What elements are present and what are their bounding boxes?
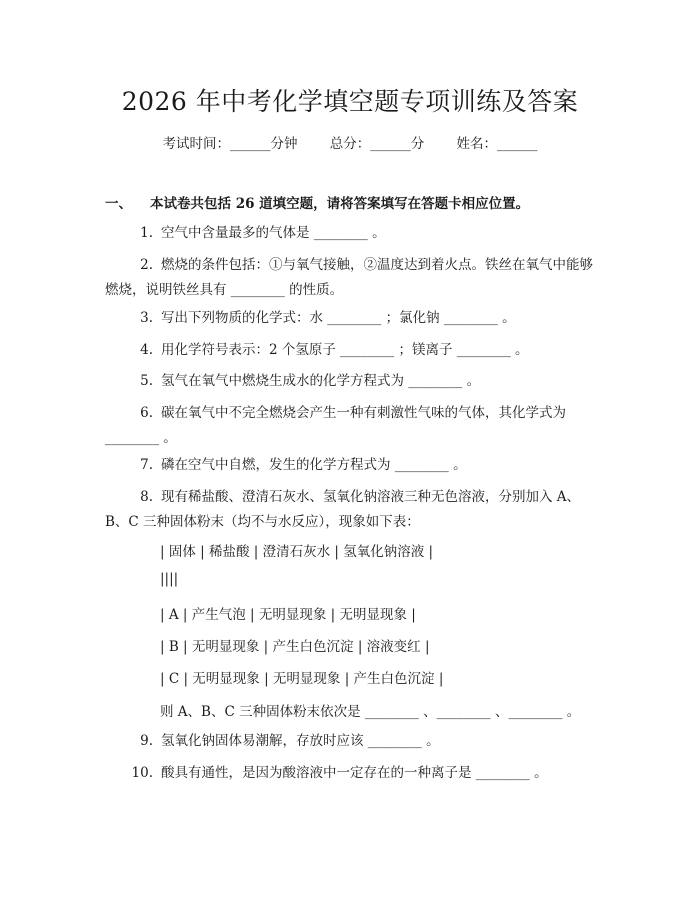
question-number: 9. (140, 733, 153, 749)
question-text: 写出下列物质的化学式：水 ________ ；氯化钠 ________ 。 (161, 310, 516, 326)
question-text-continued: 燃烧，说明铁丝具有 ________ 的性质。 (105, 282, 344, 298)
question-number: 1. (140, 225, 153, 241)
total-score: 总分：______分 (329, 136, 425, 152)
question-9 (105, 729, 595, 754)
question-7 (105, 453, 595, 478)
student-name: 姓名：______ (456, 136, 538, 152)
question-text: 燃烧的条件包括：①与氧气接触，②温度达到着火点。铁丝在氧气中能够 (161, 257, 593, 273)
q8-answer-line: 则 A、B、C 三种固体粉末依次是 ________ 、________ 、________ 。 (160, 704, 581, 720)
question-number: 10. (131, 765, 153, 781)
question-1 (105, 221, 595, 246)
question-text-continued: B、C 三种固体粉末（均不与水反应），现象如下表： (105, 514, 420, 530)
question-text: 氢气在氧气中燃烧生成水的化学方程式为 ________ 。 (161, 373, 481, 389)
question-2 (105, 253, 595, 303)
question-number: 6. (140, 405, 153, 421)
section-number: 一、 (105, 196, 132, 212)
question-number: 3. (140, 310, 153, 326)
question-8 (105, 485, 595, 535)
table-row: | C | 无明显现象 | 无明显现象 | 产生白色沉淀 | (160, 671, 444, 687)
question-6 (105, 401, 595, 451)
question-number: 7. (140, 457, 153, 473)
section-heading (105, 192, 529, 212)
question-text: 空气中含量最多的气体是 ________ 。 (161, 225, 386, 241)
question-text: 磷在空气中自燃，发生的化学方程式为 ________ 。 (161, 457, 467, 473)
table-row: | A | 产生气泡 | 无明显现象 | 无明显现象 | (160, 607, 416, 623)
exam-meta (0, 132, 700, 152)
question-text: 用化学符号表示：2 个氢原子 ________ ；镁离子 ________ 。 (161, 342, 529, 358)
question-text: 酸具有通性，是因为酸溶液中一定存在的一种离子是 ________ 。 (161, 765, 548, 781)
question-4 (105, 338, 595, 363)
section-text: 本试卷共包括 26 道填空题，请将答案填写在答题卡相应位置。 (150, 196, 530, 212)
question-text: 碳在氧气中不完全燃烧会产生一种有刺激性气味的气体，其化学式为 (161, 405, 566, 421)
question-text-continued: ________ 。 (105, 430, 177, 446)
question-5 (105, 369, 595, 394)
question-text: 现有稀盐酸、澄清石灰水、氢氧化钠溶液三种无色溶液，分别加入 A、 (161, 489, 581, 505)
question-number: 4. (140, 342, 153, 358)
question-text: 氢氧化钠固体易潮解，存放时应该 ________ 。 (161, 733, 440, 749)
table-row: | B | 无明显现象 | 产生白色沉淀 | 溶液变红 | (160, 639, 430, 655)
question-number: 2. (140, 257, 153, 273)
question-10 (105, 761, 595, 786)
page-title: 2026 年中考化学填空题专项训练及答案 (121, 87, 579, 116)
table-row: |||| (160, 571, 179, 587)
table-row: | 固体 | 稀盐酸 | 澄清石灰水 | 氢氧化钠溶液 | (160, 544, 434, 560)
question-3 (105, 306, 595, 331)
question-number: 8. (140, 489, 153, 505)
exam-time: 考试时间：______分钟 (162, 136, 298, 152)
question-number: 5. (140, 373, 153, 389)
